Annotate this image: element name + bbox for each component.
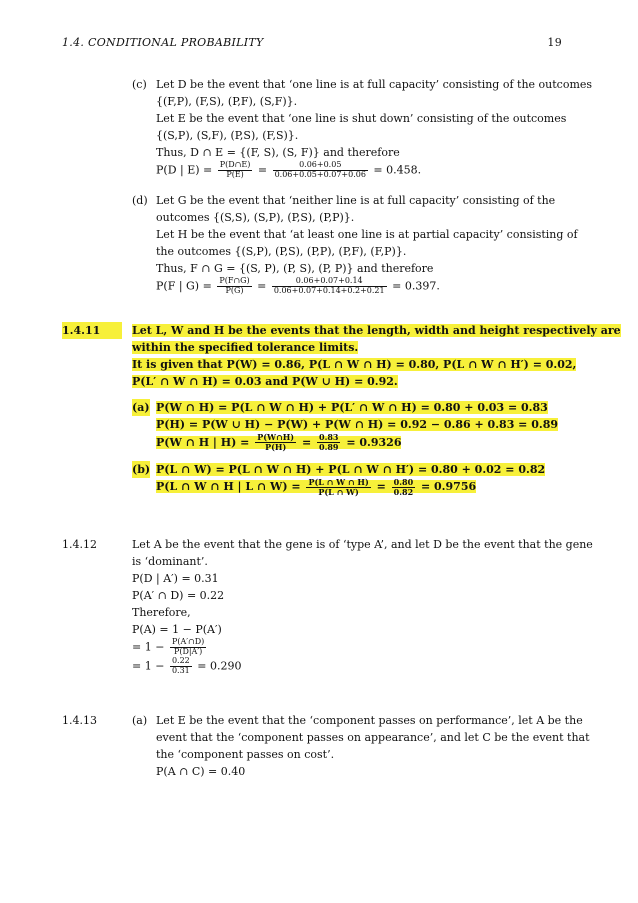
fraction bbox=[170, 638, 206, 657]
denominator: 0.89 bbox=[319, 442, 339, 453]
ex-line-3: P(D | A′) = 0.31 bbox=[132, 572, 219, 586]
denominator: P(D|A′) bbox=[173, 647, 203, 657]
part-d-line-2: outcomes {(S,S), (S,P), (P,S), (P,P)}. bbox=[156, 211, 355, 225]
numerator: P(W∩H) bbox=[257, 432, 295, 443]
denominator: P(H) bbox=[265, 442, 287, 453]
exercise-number: 1.4.11 bbox=[62, 322, 122, 339]
part-d-line-3: Let H be the event that ‘at least one line is at partial capacity’ consisting of bbox=[156, 228, 578, 242]
eq-equals: = bbox=[301, 435, 312, 449]
part-b-line-1: P(L ∩ W) = P(L ∩ W ∩ H) + P(L ∩ W ∩ H′) = 0.80 + 0.02 = 0.82 bbox=[156, 462, 546, 476]
eq-lhs: P(W ∩ H | H) = bbox=[156, 435, 250, 449]
part-c-line-1: Let D be the event that ‘one line is at full capacity’ consisting of the outcomes bbox=[156, 78, 593, 91]
part-c-line-3: Let E be the event that ‘one line is shut down’ consisting of the outcomes bbox=[156, 112, 567, 126]
ex-line-2: within the specified tolerance limits. bbox=[132, 341, 359, 355]
eq-equals: = bbox=[257, 163, 268, 177]
ex-line-4: P(L′ ∩ W ∩ H) = 0.03 and P(W ∪ H) = 0.92. bbox=[132, 375, 398, 389]
ex-line-2: event that the ‘component passes on appearance’, and let C be the event that bbox=[156, 731, 590, 745]
eq-result: = 0.9756 bbox=[420, 480, 477, 494]
numerator: 0.83 bbox=[319, 432, 339, 443]
part-d-line-1: Let G be the event that ‘neither line is at full capacity’ consisting of the bbox=[156, 194, 556, 207]
ex-line-3: the ‘component passes on cost’. bbox=[156, 748, 335, 762]
part-c-line-2: {(F,P), (F,S), (P,F), (S,F)}. bbox=[156, 95, 298, 109]
section-title: 1.4. CONDITIONAL PROBABILITY bbox=[62, 36, 264, 49]
fraction bbox=[255, 433, 296, 452]
part-d-equation bbox=[156, 277, 562, 296]
eq-equals: = bbox=[257, 279, 267, 293]
exercise-number: 1.4.12 bbox=[62, 538, 97, 551]
fraction bbox=[217, 277, 251, 296]
ex-line-3: It is given that P(W) = 0.86, P(L ∩ W ∩ H) = 0.80, P(L ∩ W ∩ H′) = 0.02, bbox=[132, 358, 577, 372]
ex-line-5: Therefore, bbox=[132, 606, 191, 620]
part-a bbox=[132, 399, 562, 452]
numerator: P(D∩E) bbox=[219, 160, 251, 170]
ex-line-1: Let A be the event that the gene is of ‘type A’, and let D be the event that the gene bbox=[132, 538, 593, 551]
numerator: 0.06+0.07+0.14 bbox=[272, 277, 387, 287]
part-b-equation bbox=[156, 476, 477, 497]
ex-line-6: P(A) = 1 − P(A′) bbox=[132, 623, 222, 637]
eq-result: = 0.9326 bbox=[346, 435, 402, 449]
part-a-label: (a) bbox=[132, 399, 150, 416]
ex-line-1: Let E be the event that the ‘component passes on performance’, let A be the bbox=[156, 714, 583, 727]
part-a-label: (a) bbox=[132, 714, 148, 727]
part-c-line-4: {(S,P), (S,F), (P,S), (F,S)}. bbox=[156, 129, 299, 143]
part-a-equation bbox=[156, 432, 402, 453]
denominator: P(L ∩ W) bbox=[318, 486, 359, 497]
eq-result: = 0.290 bbox=[197, 659, 242, 673]
eq-lhs: P(D | E) = bbox=[156, 163, 213, 177]
part-d-line-4: the outcomes {(S,P), (P,S), (P,P), (P,F), (F,P)}. bbox=[156, 245, 407, 259]
fraction bbox=[392, 478, 415, 497]
ex-line-1: Let L, W and H be the events that the length, width and height respectively are bbox=[132, 324, 621, 337]
part-b-label: (b) bbox=[132, 461, 150, 478]
part-c-line-5: Thus, D ∩ E = {(F, S), (S, F)} and therefore bbox=[156, 146, 400, 160]
part-c-label: (c) bbox=[132, 78, 147, 91]
denominator: P(E) bbox=[226, 170, 244, 180]
denominator: P(G) bbox=[225, 286, 244, 296]
numerator: 0.06+0.05 bbox=[273, 161, 368, 171]
part-d-line-5: Thus, F ∩ G = {(S, P), (P, S), (P, P)} and therefore bbox=[156, 262, 434, 276]
eq-lhs: P(F | G) = bbox=[156, 279, 212, 293]
eq-result: = 0.397. bbox=[392, 279, 440, 293]
ex-line-2: is ‘dominant’. bbox=[132, 555, 208, 569]
numerator: 0.80 bbox=[393, 476, 414, 487]
ex-line-7 bbox=[132, 638, 562, 657]
fraction bbox=[272, 277, 387, 296]
eq-equals: = bbox=[376, 480, 386, 494]
exercise-number: 1.4.13 bbox=[62, 714, 97, 727]
numerator: P(A′∩D) bbox=[171, 637, 205, 647]
numerator: 0.22 bbox=[171, 655, 190, 665]
numerator: P(F∩G) bbox=[219, 276, 250, 286]
part-a-line-1: P(W ∩ H) = P(L ∩ W ∩ H) + P(L′ ∩ W ∩ H) = 0.80 + 0.03 = 0.83 bbox=[156, 401, 548, 415]
part-c-equation bbox=[156, 161, 562, 180]
denominator: 0.31 bbox=[171, 665, 190, 675]
page-number: 19 bbox=[547, 36, 562, 49]
part-a-line-2: P(H) = P(W ∪ H) − P(W) + P(W ∩ H) = 0.92 − 0.86 + 0.83 = 0.89 bbox=[156, 418, 559, 432]
eq-result: = 0.458. bbox=[373, 163, 422, 177]
eq-lhs: = 1 − bbox=[132, 640, 165, 654]
eq-lhs: = 1 − bbox=[132, 659, 165, 673]
ex-line-4: P(A′ ∩ D) = 0.22 bbox=[132, 589, 225, 603]
page-header bbox=[62, 34, 562, 51]
ex-line-4: P(A ∩ C) = 0.40 bbox=[156, 765, 246, 779]
denominator: 0.06+0.05+0.07+0.06 bbox=[274, 170, 366, 180]
ex-line-8 bbox=[132, 657, 562, 676]
denominator: 0.06+0.07+0.14+0.2+0.21 bbox=[273, 286, 385, 296]
numerator: P(L ∩ W ∩ H) bbox=[308, 476, 369, 487]
part-d-label: (d) bbox=[132, 194, 148, 207]
fraction bbox=[317, 433, 340, 452]
fraction bbox=[218, 161, 253, 180]
fraction bbox=[273, 161, 368, 180]
part-b bbox=[132, 461, 562, 497]
fraction bbox=[306, 478, 370, 497]
fraction bbox=[170, 657, 192, 676]
denominator: 0.82 bbox=[393, 486, 414, 497]
eq-lhs: P(L ∩ W ∩ H | L ∩ W) = bbox=[156, 480, 301, 494]
